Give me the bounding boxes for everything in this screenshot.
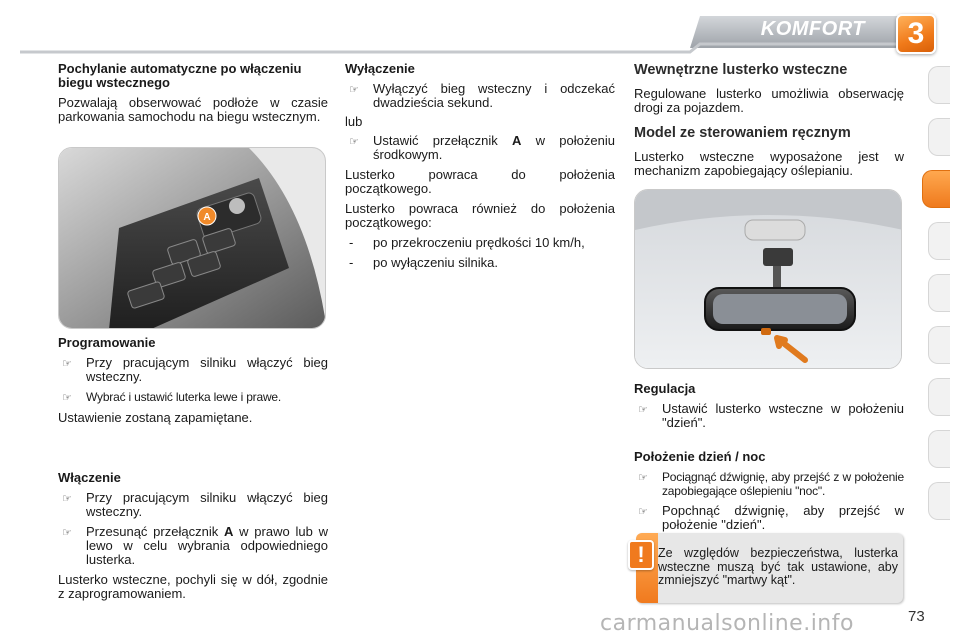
day-night-step-2: ☞ Popchnąć dźwignię, aby przejść w położenie "dzień". [638,503,904,532]
deactivation-step-2: ☞ Ustawić przełącznik A w położeniu środkowym. [349,133,615,162]
programming-step-2: ☞ Wybrać i ustawić luterka lewe i prawe. [62,390,282,404]
auto-tilt-description: Pozwalają obserwować podłoże w czasie parkowania samochodu na biegu wstecznym. [58,95,328,124]
deactivation-step-1: ☞ Wyłączyć bieg wsteczny i odczekać dwadzieścia sekund. [349,81,615,110]
page-header [0,0,960,60]
safety-warning-text: Ze względów bezpieczeństwa, lusterka wsteczne muszą być tak ustawione, aby zmniejszyć "martwy kąt". [658,546,898,587]
activation-step-2: ☞ Przesunąć przełącznik A w prawo lub w lewo w celu wybrania odpowiedniego lusterka. [62,524,328,567]
chapter-tab-1[interactable] [928,66,950,104]
chapter-title: KOMFORT [760,18,865,40]
heading-programming: Programowanie [58,335,156,350]
chapter-tab-2[interactable] [928,118,950,156]
heading-day-night: Położenie dzień / noc [634,449,766,464]
chapter-tab-7[interactable] [928,378,950,416]
heading-auto-tilt: Pochylanie automatyczne po włączeniu biegu wstecznego [58,61,302,90]
chapter-number: 3 [907,17,925,50]
heading-activation: Włączenie [58,470,121,485]
auto-return-text: Lusterko powraca również do położenia początkowego: [345,201,615,230]
deactivation-result: Lusterko powraca do położenia początkowego. [345,167,615,196]
pointer-icon: ☞ [62,493,72,505]
chapter-tab-5[interactable] [928,274,950,312]
chapter-tab-4[interactable] [928,222,950,260]
or-text: lub [345,114,363,129]
programming-step-1: ☞ Przy pracującym silniku włączyć bieg wsteczny. [62,355,328,384]
heading-deactivation: Wyłączenie [345,61,415,76]
warning-exclamation-icon: ! [628,540,654,570]
column-left [58,62,328,601]
heading-adjustment: Regulacja [634,381,696,396]
chapter-tab-8[interactable] [928,430,950,468]
heading-manual-model: Model ze sterowaniem ręcznym [634,125,851,141]
interior-mirror-description: Regulowane lusterko umożliwia obserwację drogi za pojazdem. [634,86,904,115]
interior-mirror-photo [634,189,902,369]
adjustment-step-1: ☞ Ustawić lusterko wsteczne w położeniu "dzień". [638,401,904,430]
manual-model-description: Lusterko wsteczne wyposażone jest w mechanizm zapobiegający oślepianiu. [634,149,904,178]
activation-result: Lusterko wsteczne, pochyli się w dół, zgodnie z zaprogramowaniem. [58,572,328,601]
chapter-tab-strip [928,66,950,566]
activation-step-1: ☞ Przy pracującym silniku włączyć bieg wsteczny. [62,490,328,519]
chapter-tab-6[interactable] [928,326,950,364]
programming-result: Ustawienie zostaną zapamiętane. [58,410,253,425]
door-mirror-switch-photo [58,147,326,329]
pointer-icon: ☞ [638,404,648,416]
chapter-number-badge [896,14,936,54]
auto-return-condition-1: - po przekroczeniu prędkości 10 km/h, [349,235,585,250]
pointer-icon: ☞ [638,506,648,518]
day-night-step-1: ☞ Pociągnąć dźwignię, aby przejść z w położenie zapobiegające oślepieniu "noc". [638,470,904,498]
pointer-icon: ☞ [62,527,72,539]
chapter-tab-3-active[interactable] [922,170,950,208]
column-middle [345,62,615,270]
switch-label-a: A [203,212,211,223]
pointer-icon: ☞ [62,392,72,404]
pointer-icon: ☞ [638,472,648,484]
auto-return-condition-2: - po wyłączeniu silnika. [349,255,499,270]
heading-interior-mirror: Wewnętrzne lusterko wsteczne [634,62,848,78]
page-number: 73 [908,608,925,625]
chapter-tab-9[interactable] [928,482,950,520]
pointer-icon: ☞ [62,358,72,370]
watermark: carmanualsonline.info [600,611,854,636]
pointer-icon: ☞ [349,84,359,96]
pointer-icon: ☞ [349,136,359,148]
